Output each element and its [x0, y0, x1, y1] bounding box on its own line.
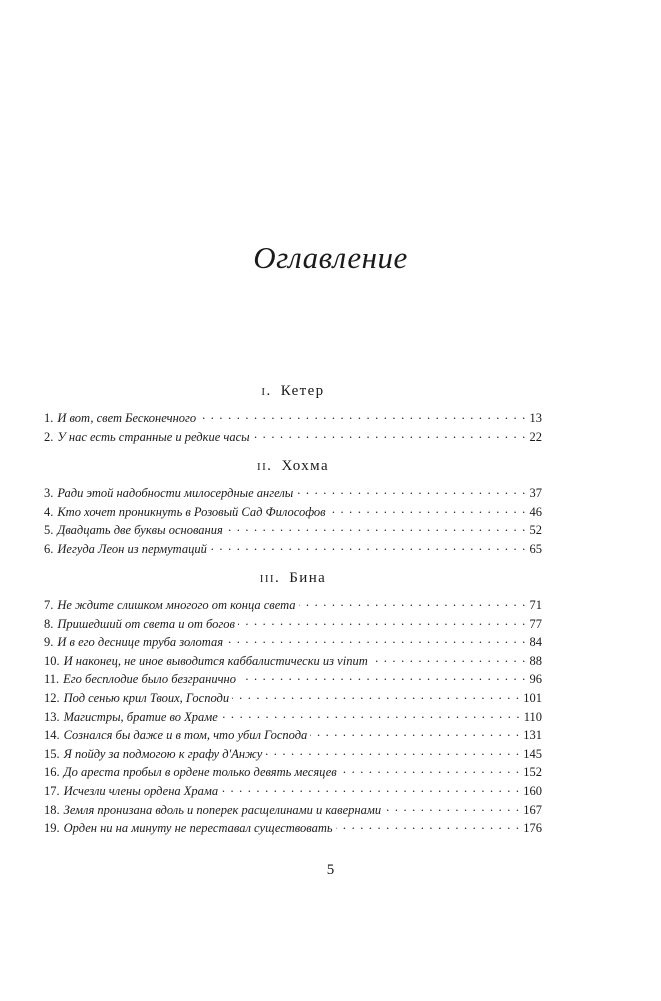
dot-leader — [340, 764, 521, 776]
toc-entry[interactable] — [44, 596, 542, 615]
entry-title: И вот, свет Бесконечного — [57, 411, 197, 425]
toc-entry[interactable] — [44, 521, 542, 540]
dot-leader — [384, 802, 520, 814]
toc-entry[interactable] — [44, 633, 542, 652]
entry-page: 71 — [529, 598, 542, 612]
entry-page: 65 — [529, 541, 542, 556]
entry-title: Двадцать две буквы основания — [57, 523, 223, 538]
entry-title: Не ждите слишком многого от конца света — [57, 598, 296, 612]
entry-number: 9. — [44, 635, 54, 650]
dot-leader — [232, 690, 520, 702]
entry-number: 3. — [44, 486, 54, 500]
entry-page: 167 — [523, 802, 542, 817]
entry-number: 16. — [44, 765, 60, 780]
entry-title: Орден ни на минуту не переставал существовать — [63, 821, 333, 836]
section-number: i. — [261, 383, 272, 399]
toc-entry[interactable] — [44, 819, 542, 838]
entry-title: Магистры, братие во Храме — [63, 709, 218, 724]
dot-leader — [253, 429, 527, 441]
section-name: Кетер — [280, 383, 325, 399]
toc-entry[interactable] — [44, 763, 542, 782]
entry-page: 145 — [523, 746, 542, 761]
toc-entry[interactable] — [44, 689, 542, 708]
entry-page: 37 — [529, 486, 542, 500]
section-name: Бина — [289, 570, 327, 586]
entry-page: 176 — [523, 821, 542, 836]
entry-page: 46 — [529, 504, 542, 519]
entry-title: Сознался бы даже и в том, что убил Господа — [63, 728, 308, 743]
entry-page: 88 — [529, 653, 542, 668]
section-number: iii. — [259, 570, 281, 586]
entry-page: 77 — [529, 616, 542, 631]
entry-title: И в его деснице труба золотая — [57, 635, 224, 650]
section-heading — [44, 381, 542, 401]
entry-title: И наконец, не иное выводится каббалистически из vinum — [63, 653, 368, 668]
entry-title: Его бесплодие было безгранично — [63, 672, 236, 687]
dot-leader — [310, 727, 520, 739]
entry-number: 14. — [44, 728, 60, 743]
section-name: Хохма — [281, 458, 329, 474]
entry-number: 19. — [44, 821, 60, 836]
entry-title: Я пойду за подмогою к графу д'Анжу — [63, 746, 263, 761]
entry-title: Пришедший от света и от богов — [57, 616, 235, 631]
toc-entry[interactable] — [44, 615, 542, 634]
dot-leader — [336, 820, 521, 832]
entry-number: 17. — [44, 783, 60, 798]
entry-number: 18. — [44, 802, 60, 817]
entry-page: 101 — [523, 690, 542, 705]
entry-number: 12. — [44, 690, 60, 705]
dot-leader — [265, 746, 520, 758]
entry-page: 131 — [523, 728, 542, 743]
dot-leader — [238, 616, 527, 628]
entry-number: 13. — [44, 709, 60, 724]
dot-leader — [371, 653, 527, 665]
entry-title: Земля пронизана вдоль и поперек расщелинами и кавернами — [63, 802, 382, 817]
dot-leader — [226, 522, 527, 534]
section-number: ii. — [257, 458, 273, 474]
entry-title: У нас есть странные и редкие часы — [57, 429, 250, 444]
dot-leader — [221, 709, 521, 721]
dot-leader — [210, 541, 527, 553]
entry-title: Исчезли члены ордена Храма — [63, 783, 219, 798]
entry-page: 84 — [529, 635, 542, 650]
entry-page: 152 — [523, 765, 542, 780]
entry-number: 6. — [44, 541, 54, 556]
section-hokhma — [44, 456, 542, 558]
section-heading — [44, 456, 542, 476]
toc-entry[interactable] — [44, 745, 542, 764]
entry-page: 110 — [523, 709, 542, 724]
dot-leader — [299, 597, 527, 609]
entry-number: 5. — [44, 523, 54, 538]
dot-leader — [226, 634, 526, 646]
dot-leader — [239, 671, 527, 683]
toc-entry[interactable] — [44, 540, 542, 559]
entry-page: 13 — [529, 411, 542, 425]
page-title: Оглавление — [253, 240, 408, 275]
toc-entry[interactable] — [44, 652, 542, 671]
entry-number: 10. — [44, 653, 60, 668]
entry-number: 2. — [44, 429, 54, 444]
entry-number: 11. — [44, 672, 60, 687]
dot-leader — [199, 410, 526, 422]
toc-entry[interactable] — [44, 503, 542, 522]
section-keter — [44, 381, 542, 446]
dot-leader — [221, 783, 520, 795]
toc-entry[interactable] — [44, 726, 542, 745]
dot-leader — [296, 485, 526, 497]
entry-page: 52 — [529, 523, 542, 538]
entry-number: 4. — [44, 504, 54, 519]
entry-number: 1. — [44, 411, 54, 425]
toc-entry[interactable] — [44, 409, 542, 428]
page-number: 5 — [326, 862, 335, 878]
toc-entry[interactable] — [44, 782, 542, 801]
toc-entry[interactable] — [44, 708, 542, 727]
section-bina — [44, 568, 542, 838]
entry-title: Иегуда Леон из пермутаций — [57, 541, 207, 556]
entry-title: Кто хочет проникнуть в Розовый Сад Философов — [57, 504, 326, 519]
entry-number: 7. — [44, 598, 54, 612]
entry-page: 160 — [523, 783, 542, 798]
dot-leader — [329, 504, 527, 516]
entry-page: 22 — [529, 429, 542, 444]
entry-title: Ради этой надобности милосердные ангелы — [57, 486, 294, 500]
toc-entry[interactable] — [44, 801, 542, 820]
entry-title: До ареста пробыл в ордене только девять месяцев — [63, 765, 337, 780]
toc-entry[interactable] — [44, 484, 542, 503]
entry-title: Под сенью крил Твоих, Господи — [63, 690, 230, 705]
entry-number: 8. — [44, 616, 54, 631]
toc-entry[interactable] — [44, 428, 542, 447]
entry-number: 15. — [44, 746, 60, 761]
entry-page: 96 — [529, 672, 542, 687]
toc-entry[interactable] — [44, 670, 542, 689]
section-heading — [44, 568, 542, 588]
